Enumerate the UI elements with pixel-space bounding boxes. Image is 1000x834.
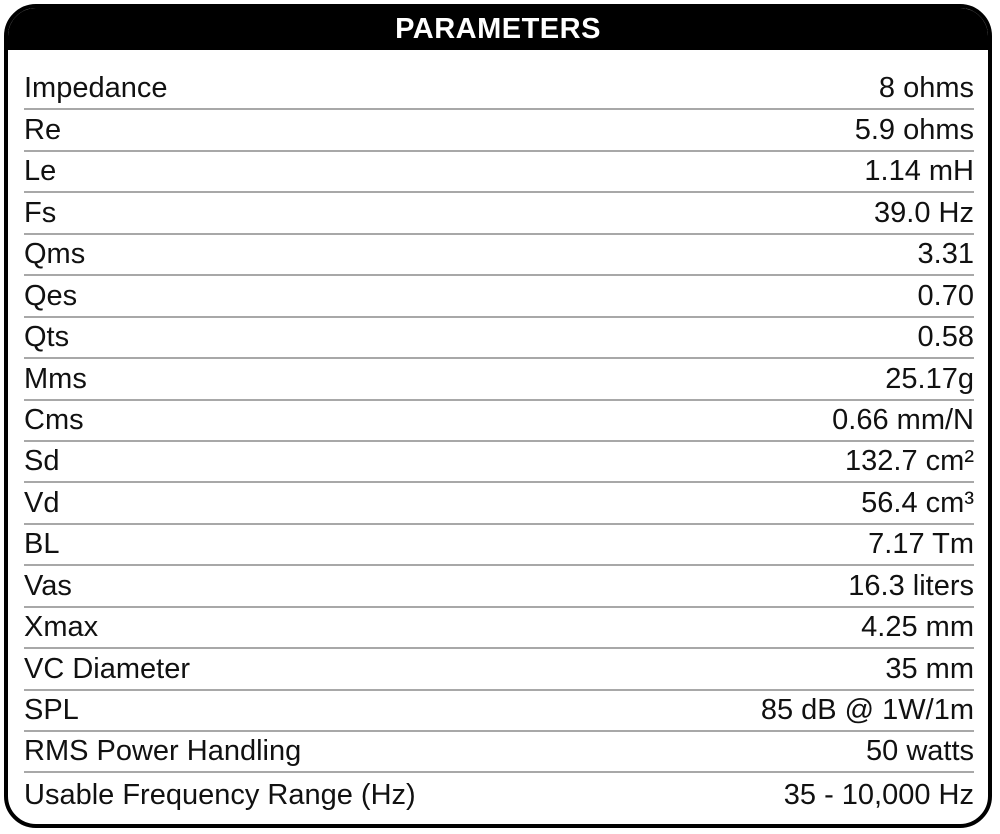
table-row: [24, 608, 974, 649]
row-label: Usable Frequency Range (Hz): [24, 778, 416, 811]
table-row: [24, 773, 974, 814]
table-row: [24, 152, 974, 193]
row-label: Vd: [24, 486, 60, 519]
row-value: 85 dB @ 1W/1m: [760, 694, 974, 726]
table-row: [24, 649, 974, 690]
table-row: [24, 442, 974, 483]
row-label: Re: [24, 113, 62, 146]
row-label: Fs: [24, 196, 57, 229]
row-value: 8 ohms: [878, 72, 974, 105]
row-value: 3.31: [917, 238, 974, 271]
table-row: [24, 483, 974, 524]
table-row: [24, 525, 974, 566]
row-label: Cms: [24, 403, 84, 436]
row-label: Impedance: [24, 72, 168, 105]
row-label: Qts: [24, 321, 70, 354]
row-value: 39.0 Hz: [874, 196, 974, 229]
row-label: Qes: [24, 279, 78, 312]
parameters-table: [24, 69, 974, 815]
row-label: Xmax: [24, 611, 99, 644]
row-label: Sd: [24, 445, 60, 478]
row-label: VC Diameter: [24, 652, 190, 685]
row-value: 0.58: [917, 321, 974, 354]
row-label: Vas: [24, 569, 72, 602]
row-label: Qms: [24, 238, 86, 271]
row-value: 25.17g: [885, 362, 974, 395]
table-row: [24, 401, 974, 442]
table-row: [24, 318, 974, 359]
table-row: [24, 193, 974, 234]
row-value: 7.17 Tm: [868, 528, 974, 561]
parameters-title: PARAMETERS: [395, 12, 601, 45]
row-label: Mms: [24, 362, 87, 395]
table-row: [24, 235, 974, 276]
table-row: [24, 359, 974, 400]
row-label: Le: [24, 155, 57, 188]
table-row: [24, 69, 974, 110]
parameters-panel: [4, 4, 992, 828]
row-value: 5.9 ohms: [854, 113, 974, 146]
row-value: 16.3 liters: [848, 569, 974, 602]
row-value: 56.4 cm³: [861, 486, 974, 519]
row-value: 0.66 mm/N: [832, 403, 974, 436]
row-value: 35 mm: [885, 652, 974, 685]
row-value: 132.7 cm²: [845, 445, 974, 478]
row-value: 50 watts: [866, 735, 974, 768]
table-row: [24, 276, 974, 317]
row-label: RMS Power Handling: [24, 735, 302, 768]
row-value: 1.14 mH: [864, 155, 974, 188]
row-value: 0.70: [917, 279, 974, 312]
table-row: [24, 110, 974, 151]
row-label: BL: [24, 528, 60, 561]
row-value: 35 - 10,000 Hz: [783, 778, 974, 811]
row-value: 4.25 mm: [861, 611, 974, 644]
parameters-header: [8, 8, 988, 50]
table-row: [24, 566, 974, 607]
table-row: [24, 691, 974, 732]
table-row: [24, 732, 974, 773]
row-label: SPL: [24, 694, 79, 726]
